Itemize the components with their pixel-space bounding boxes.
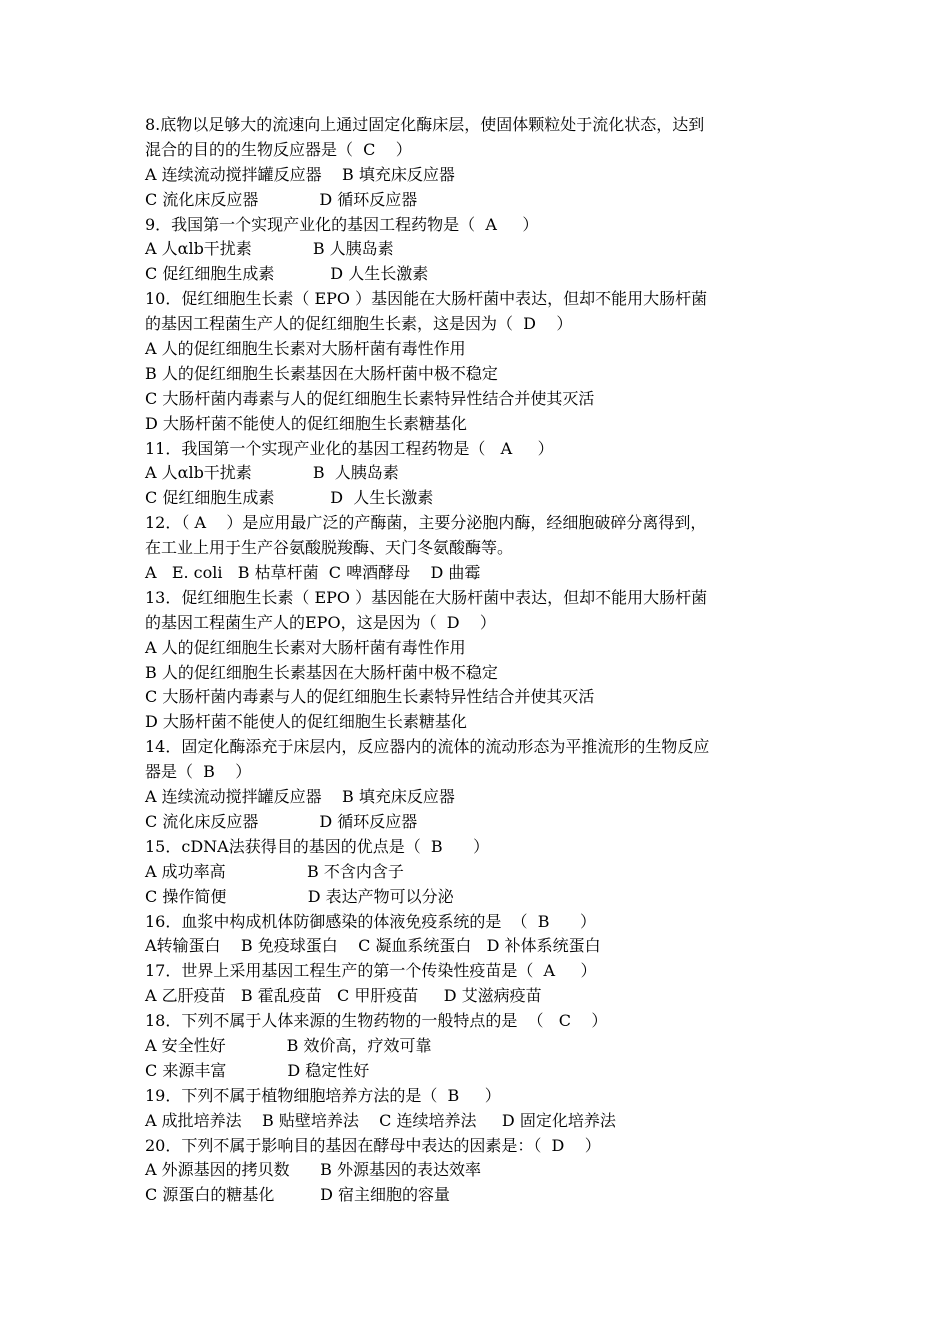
question-10-option-c: C 大肠杆菌内毒素与人的促红细胞生长素特异性结合并使其灭活 [145,388,595,408]
question-15-options-ab: A 成功率高 B 不含内含子 [145,861,404,881]
question-12-options: A E. coli B 枯草杆菌 C 啤酒酵母 D 曲霉 [145,563,481,583]
question-13-option-c: C 大肠杆菌内毒素与人的促红细胞生长素特异性结合并使其灭活 [145,687,595,707]
question-8-line-1: 8.底物以足够大的流速向上通过固定化酶床层，使固体颗粒处于流化状态，达到 [145,115,705,134]
question-18-options-ab: A 安全性好 B 效价高，疗效可靠 [145,1035,432,1055]
question-15-stem: 15．cDNA法获得目的基因的优点是（ B ） [145,836,490,856]
question-18-stem: 18．下列不属于人体来源的生物药物的一般特点的是 （ C ） [145,1011,608,1031]
question-10 [145,287,825,436]
question-13-option-d: D 大肠杆菌不能使人的促红细胞生长素糖基化 [145,712,467,732]
question-13-line-1: 13．促红细胞生长素（ EPO ）基因能在大肠杆菌中表达，但却不能用大肠杆菌 [145,587,708,607]
question-9-options-cd: C 促红细胞生成素 D 人生长激素 [145,264,429,284]
question-8-options-cd: C 流化床反应器 D 循环反应器 [145,189,418,209]
question-14-line-1: 14．固定化酶添充于床层内，反应器内的流体的流动形态为平推流形的生物反应 [145,737,710,757]
question-12 [145,511,825,586]
question-11 [145,437,825,512]
question-list [145,113,825,1208]
question-16 [145,910,825,960]
question-13-option-b: B 人的促红细胞生长素基因在大肠杆菌中极不稳定 [145,662,498,682]
question-14 [145,735,825,835]
question-14-options-ab: A 连续流动搅拌罐反应器 B 填充床反应器 [145,787,455,807]
question-10-option-d: D 大肠杆菌不能使人的促红细胞生长素糖基化 [145,413,467,433]
question-15-options-cd: C 操作简便 D 表达产物可以分泌 [145,886,454,906]
question-12-line-2: 在工业上用于生产谷氨酸脱羧酶、天门冬氨酸酶等。 [145,538,514,558]
question-8-options-ab: A 连续流动搅拌罐反应器 B 填充床反应器 [145,164,455,184]
question-11-stem: 11．我国第一个实现产业化的基因工程药物是（ A ） [145,438,554,458]
question-17 [145,959,825,1009]
question-20-options-cd: C 源蛋白的糖基化 D 宿主细胞的容量 [145,1185,451,1205]
question-17-stem: 17．世界上采用基因工程生产的第一个传染性疫苗是（ A ） [145,961,597,981]
question-10-option-a: A 人的促红细胞生长素对大肠杆菌有毒性作用 [145,339,466,359]
question-15 [145,835,825,910]
question-17-options: A 乙肝疫苗 B 霍乱疫苗 C 甲肝疫苗 D 艾滋病疫苗 [145,986,542,1006]
question-13-option-a: A 人的促红细胞生长素对大肠杆菌有毒性作用 [145,637,466,657]
question-11-options-ab: A 人αlb干扰素 B 人胰岛素 [145,463,399,483]
question-12-line-1: 12．（ A ）是应用最广泛的产酶菌，主要分泌胞内酶，经细胞破碎分离得到， [145,513,707,533]
question-8 [145,113,825,213]
question-19-stem: 19．下列不属于植物细胞培养方法的是（ B ） [145,1085,501,1105]
question-19 [145,1084,825,1134]
question-19-options: A 成批培养法 B 贴壁培养法 C 连续培养法 D 固定化培养法 [145,1110,616,1130]
question-10-line-1: 10．促红细胞生长素（ EPO ）基因能在大肠杆菌中表达，但却不能用大肠杆菌 [145,289,708,309]
question-16-stem: 16．血浆中构成机体防御感染的体液免疫系统的是 （ B ） [145,911,596,931]
question-20-stem: 20．下列不属于影响目的基因在酵母中表达的因素是：（ D ） [145,1135,601,1155]
question-18-options-cd: C 来源丰富 D 稳定性好 [145,1060,370,1080]
question-11-options-cd: C 促红细胞生成素 D 人生长激素 [145,488,434,508]
question-9-stem: 9．我国第一个实现产业化的基因工程药物是（ A ） [145,214,539,234]
question-16-options: A转输蛋白 B 免疫球蛋白 C 凝血系统蛋白 D 补体系统蛋白 [145,936,601,956]
question-13-line-2: 的基因工程菌生产人的EPO，这是因为（ D ） [145,612,496,632]
question-10-line-2: 的基因工程菌生产人的促红细胞生长素，这是因为（ D ） [145,314,573,334]
question-9 [145,213,825,288]
question-13 [145,586,825,735]
question-9-options-ab: A 人αlb干扰素 B 人胰岛素 [145,239,394,259]
question-10-option-b: B 人的促红细胞生长素基因在大肠杆菌中极不稳定 [145,363,498,383]
question-8-line-2: 混合的目的的生物反应器是（ C ） [145,139,412,159]
question-18 [145,1009,825,1084]
question-14-options-cd: C 流化床反应器 D 循环反应器 [145,811,418,831]
question-14-line-2: 器是（ B ） [145,762,252,782]
question-20-options-ab: A 外源基因的拷贝数 B 外源基因的表达效率 [145,1160,482,1180]
question-20 [145,1134,825,1209]
